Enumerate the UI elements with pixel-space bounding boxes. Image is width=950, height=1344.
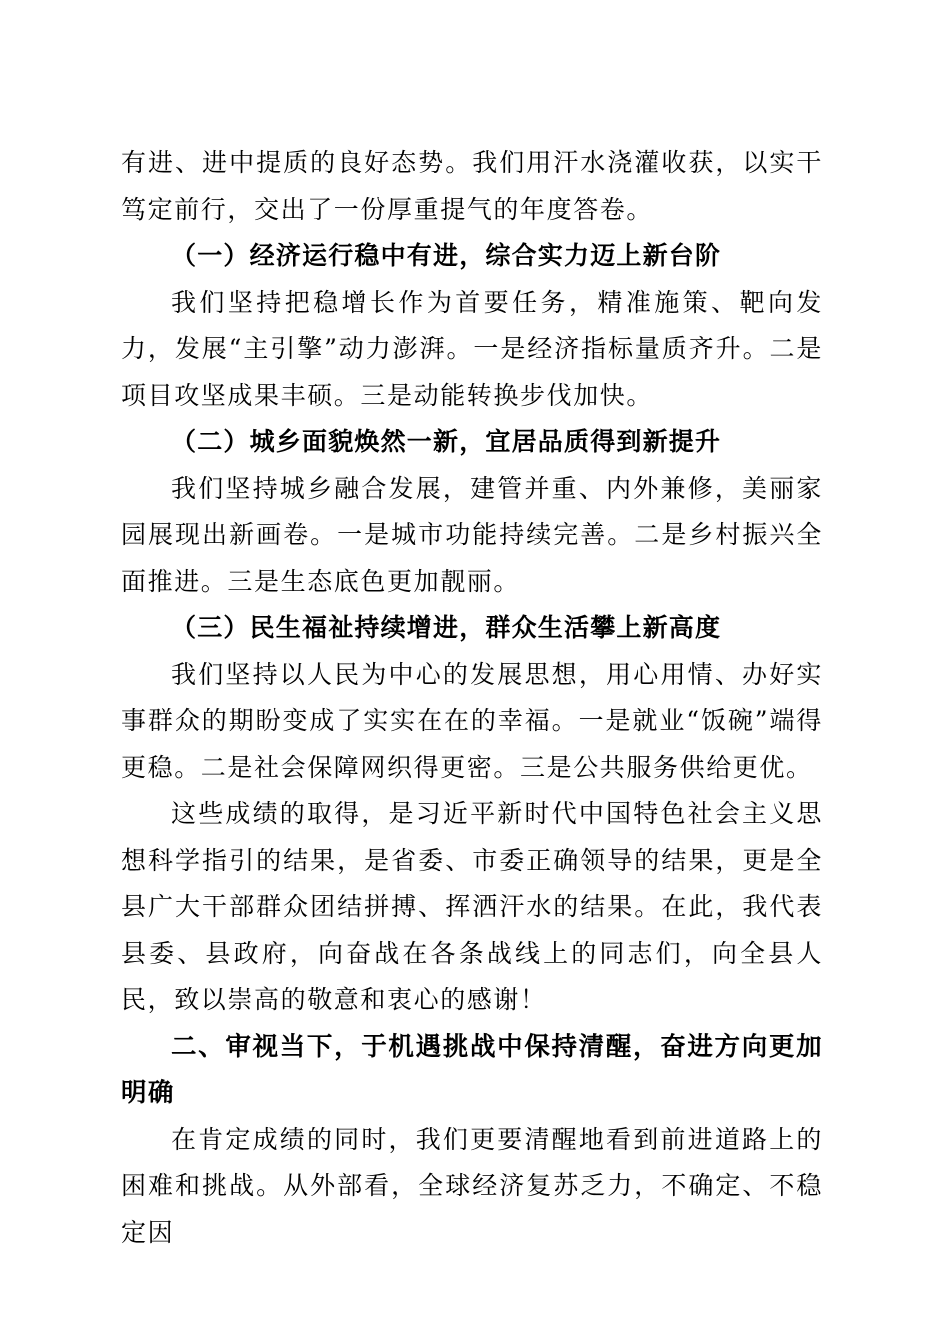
paragraph-achievements-thanks: 这些成绩的取得，是习近平新时代中国特色社会主义思想科学指引的结果，是省委、市委正确领导的结果，更是全县广大干部群众团结拼搏、挥洒汗水的结果。在此，我代表县委、县政府，向奋战在各条战线上的同志们，向全县人民，致以崇高的敬意和衷心的感谢！ [121, 799, 823, 1014]
document-body [121, 140, 823, 1256]
subheading-livelihood: （三）民生福祉持续增进，群众生活攀上新高度 [171, 613, 722, 642]
paragraph-urban-rural: 我们坚持城乡融合发展，建管并重、内外兼修，美丽家园展现出新画卷。一是城市功能持续完善。二是乡村振兴全面推进。三是生态底色更加靓丽。 [121, 473, 823, 596]
subheading-urban-rural: （二）城乡面貌焕然一新，宜居品质得到新提升 [171, 427, 722, 456]
paragraph-livelihood: 我们坚持以人民为中心的发展思想，用心用情、办好实事群众的期盼变成了实实在在的幸福。一是就业“饭碗”端得更稳。二是社会保障网织得更密。三是公共服务供给更优。 [121, 659, 823, 782]
paragraph-continuation: 有进、进中提质的良好态势。我们用汗水浇灌收获，以实干笃定前行，交出了一份厚重提气的年度答卷。 [121, 148, 823, 224]
section-heading-2: 二、审视当下，于机遇挑战中保持清醒，奋进方向更加明确 [121, 1031, 823, 1108]
paragraph-challenges: 在肯定成绩的同时，我们更要清醒地看到前进道路上的困难和挑战。从外部看，全球经济复苏乏力，不确定、不稳定因 [121, 1124, 823, 1247]
paragraph-economy: 我们坚持把稳增长作为首要任务，精准施策、靶向发力，发展“主引擎”动力澎湃。一是经济指标量质齐升。二是项目攻坚成果丰硕。三是动能转换步伐加快。 [121, 287, 823, 410]
subheading-economy: （一）经济运行稳中有进，综合实力迈上新台阶 [171, 241, 722, 270]
